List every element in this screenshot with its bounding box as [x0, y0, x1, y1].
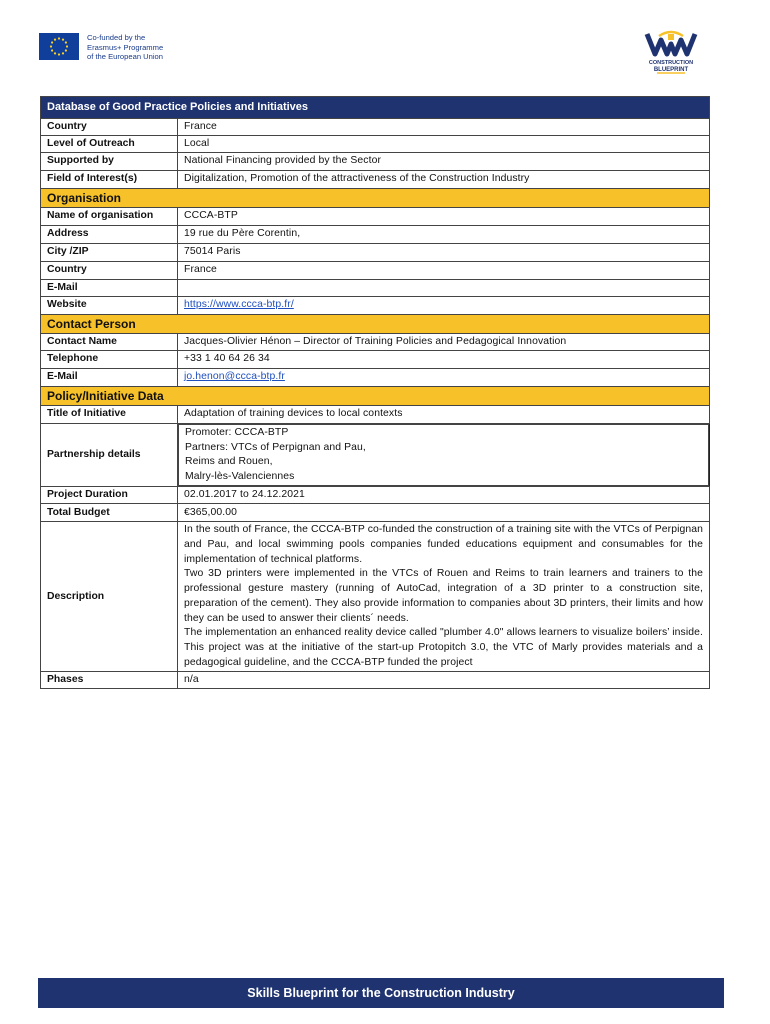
- table-row: [41, 119, 710, 136]
- eu-logo-line: of the European Union: [87, 52, 163, 61]
- website-link[interactable]: https://www.ccca-btp.fr/: [184, 299, 294, 311]
- field-label: E-Mail: [41, 369, 178, 387]
- table-row: [41, 672, 710, 689]
- construction-blueprint-logo: [641, 30, 701, 76]
- field-value: 19 rue du Père Corentin,: [178, 226, 710, 244]
- good-practice-table: [40, 96, 710, 689]
- partnership-line: Promoter: CCCA-BTP: [185, 427, 289, 438]
- field-label: Country: [41, 119, 178, 136]
- eu-logo-text: [87, 33, 163, 62]
- partnership-details: [178, 424, 709, 486]
- table-row: [41, 280, 710, 297]
- field-label: City /ZIP: [41, 244, 178, 262]
- field-value: Adaptation of training devices to local contexts: [178, 406, 710, 424]
- eu-logo-line: Co-funded by the: [87, 33, 146, 42]
- field-label: Telephone: [41, 351, 178, 369]
- table-row: [41, 244, 710, 262]
- table-title-row: [41, 97, 710, 119]
- field-label: Project Duration: [41, 487, 178, 504]
- table-title: Database of Good Practice Policies and Initiatives: [41, 97, 710, 119]
- field-label: Total Budget: [41, 504, 178, 522]
- section-title: Organisation: [41, 189, 710, 208]
- field-label: Country: [41, 262, 178, 280]
- table-row: [41, 351, 710, 369]
- table-row: [41, 424, 710, 487]
- field-label: Supported by: [41, 153, 178, 171]
- field-value: Jacques-Olivier Hénon – Director of Training Policies and Pedagogical Innovation: [178, 334, 710, 351]
- field-value: n/a: [178, 672, 710, 689]
- field-value: [178, 369, 710, 387]
- table-row: [41, 297, 710, 315]
- table-row: [41, 226, 710, 244]
- section-header-contact: [41, 315, 710, 334]
- section-title: Policy/Initiative Data: [41, 387, 710, 406]
- partnership-line: Reims and Rouen,: [185, 456, 273, 468]
- description-paragraph: Two 3D printers were implemented in the VTCs of Rouen and Reims to train learners and trainers to the professional gesture mastery (running of AutoCad, integration of a 3D printer to a construction site, preparation of the cement). They also provide information to companies about 3D printers, their limits and how they can be used to answer their clients´ needs.: [184, 568, 703, 624]
- field-value: 02.01.2017 to 24.12.2021: [178, 487, 710, 504]
- description-paragraph: In the south of France, the CCCA-BTP co-funded the construction of a training site with the VTCs of Perpignan and Pau, and local swimming pools companies funded educations equipment and consumables for the implementation of technical platforms.: [184, 524, 703, 565]
- field-value: National Financing provided by the Sector: [178, 153, 710, 171]
- footer-band: [38, 978, 724, 1008]
- partnership-line: Malry-lès-Valenciennes: [185, 470, 295, 482]
- table-row: [41, 334, 710, 351]
- field-value: CCCA-BTP: [178, 208, 710, 226]
- field-label: E-Mail: [41, 280, 178, 297]
- table-row: [41, 487, 710, 504]
- logo-word: BLUEPRINT: [653, 67, 689, 73]
- partnership-line: Partners: VTCs of Perpignan and Pau,: [185, 441, 366, 453]
- table-row: [41, 208, 710, 226]
- table-row: [41, 136, 710, 153]
- table-row: [41, 504, 710, 522]
- field-value: [178, 297, 710, 315]
- section-header-policy: [41, 387, 710, 406]
- table-row: [41, 522, 710, 672]
- field-value: [178, 280, 710, 297]
- field-label: Address: [41, 226, 178, 244]
- field-label: Partnership details: [41, 424, 178, 487]
- description-paragraph: The implementation an enhanced reality device called "plumber 4.0" allows learners to visualize boilers’ inside. This project was at the initiative of the start-up Protopitch 3.0, the VTC of Marly provides materials and a pedagogical guideline, and the CCCA-BTP funded the project: [184, 627, 703, 668]
- section-header-organisation: [41, 189, 710, 208]
- field-value: France: [178, 262, 710, 280]
- field-label: Name of organisation: [41, 208, 178, 226]
- table-row: [41, 153, 710, 171]
- section-title: Contact Person: [41, 315, 710, 334]
- eu-logo-line: Erasmus+ Programme: [87, 42, 164, 52]
- field-value: Local: [178, 136, 710, 153]
- table-row: [41, 171, 710, 189]
- table-row: [41, 262, 710, 280]
- email-link[interactable]: jo.henon@ccca-btp.fr: [184, 371, 285, 383]
- eu-cofunding-logo: [39, 33, 163, 62]
- eu-flag-icon: [39, 33, 79, 60]
- field-label: Field of Interest(s): [41, 171, 178, 189]
- field-label: Phases: [41, 672, 178, 689]
- logo-word: CONSTRUCTION: [648, 60, 694, 66]
- footer-text: Skills Blueprint for the Construction Industry: [247, 986, 515, 1000]
- field-value: Digitalization, Promotion of the attractiveness of the Construction Industry: [178, 171, 710, 189]
- table-row: [41, 406, 710, 424]
- field-value: 75014 Paris: [178, 244, 710, 262]
- table-row: [41, 369, 710, 387]
- field-label: Description: [41, 522, 178, 672]
- field-label: Website: [41, 297, 178, 315]
- field-label: Level of Outreach: [41, 136, 178, 153]
- description-text: [178, 522, 710, 672]
- field-value: France: [178, 119, 710, 136]
- field-value: +33 1 40 64 26 34: [178, 351, 710, 369]
- field-value: €365,00.00: [178, 504, 710, 522]
- field-label: Title of Initiative: [41, 406, 178, 424]
- field-label: Contact Name: [41, 334, 178, 351]
